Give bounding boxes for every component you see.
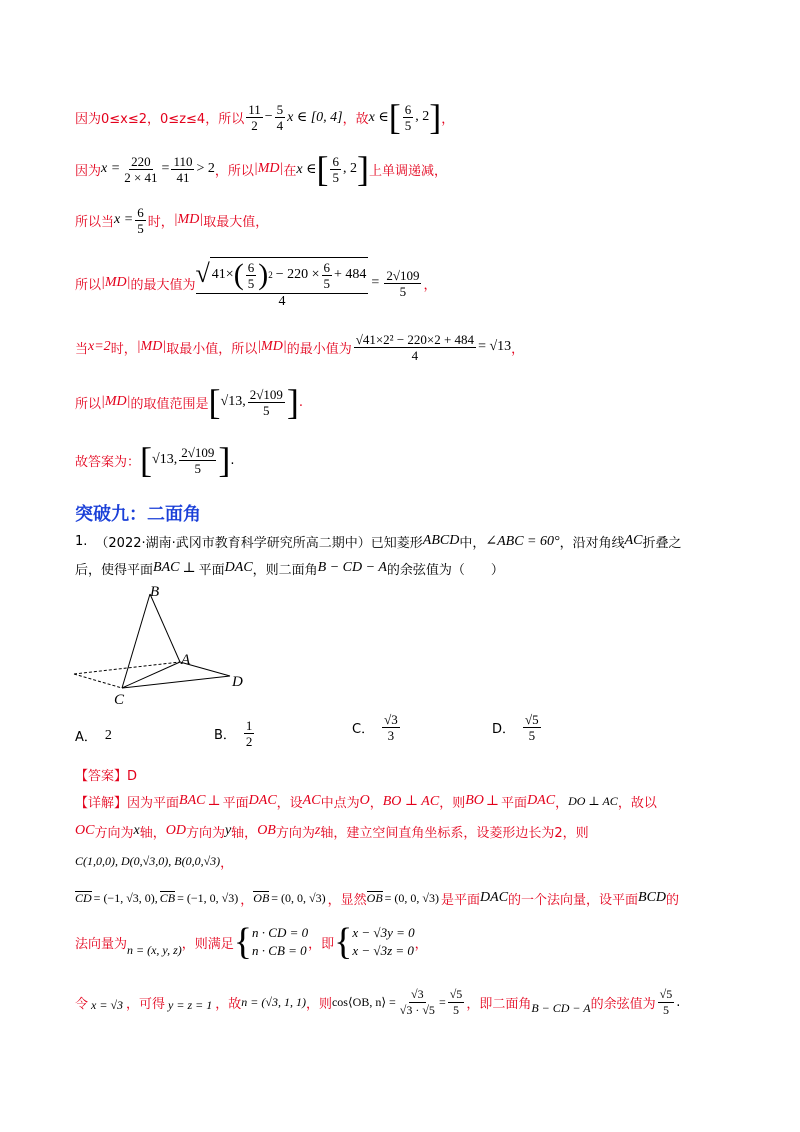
fraction: $\frac{6}{5}$: [137, 204, 144, 236]
detail-line-6: 令 x = √3 ，可得 y = z = 1 ，故 n = (√3, 1, 1) ，则 cos⟨OB, n⟩ = $\frac{√3}{√3 \cdot √5}$ = $\frac{√5}{5}$ ，即二面角 B − CD − A 的余弦值为 $\frac{√5}{5}$ .: [75, 986, 681, 1017]
detail-line-4: CD = (−1, √3, 0), CB = (−1, 0, √3) ， OB = (0, 0, √3) ，显然 OB = (0, 0, √3) 是平面 DAC 的一个法向量，设平面 BCD 的: [75, 890, 680, 908]
edge-ca: [122, 662, 180, 688]
answer-line: 【答案】D: [75, 768, 138, 784]
section-title: 突破九：二面角: [75, 504, 201, 525]
label-a: A: [181, 652, 191, 668]
folded-rhombus-figure: [70, 582, 270, 712]
fraction: $\frac{6}{5}$: [404, 101, 412, 133]
detail-line-1: 【详解】因为平面 BAC ⊥ 平面 DAC ，设 AC 中点为 O ， BO ⊥ AC ，则 BO ⊥ 平面 DAC ， DO ⊥ AC ，故以: [75, 793, 657, 811]
fraction: $\frac{\text{√41×2² − 220×2 + 484}}{4}$: [355, 331, 475, 363]
fraction: $\frac{11}{2}$: [248, 101, 261, 133]
label-d: D: [232, 674, 243, 690]
edge-bc: [122, 594, 150, 688]
fraction: $\frac{√5}{5}$: [449, 986, 463, 1017]
problem-line-2: 后，使得平面 BAC ⊥ 平面 DAC ，则二面角 B − CD − A 的余弦值为（ ）: [75, 560, 504, 578]
solution-line-4: 所以 |MD| 的最大值为 √ 41× ( $\frac{6}{5}$ ) 2 − 220 × $\frac{6}{5}$ + 484 4 = $\frac{2√109}{5}$ ，: [75, 258, 437, 309]
fraction: $\frac{√3}{3}$: [384, 712, 398, 743]
edge-hidden-2: [74, 674, 122, 688]
fraction: $\frac{√3}{√3 \cdot √5}$: [399, 986, 435, 1017]
detail-line-2: OC 方向为 x 轴， OD 方向为 y 轴， OB 方向为 z 轴，建立空间直角坐标系，设菱形边长为2，则: [75, 823, 589, 841]
fraction: $\frac{2√109}{5}$: [386, 267, 420, 299]
solution-line-5: 当 x=2 时， |MD| 取最小值，所以 |MD| 的最小值为 $\frac{\text{√41×2² − 220×2 + 484}}{4}$ = √13 ，: [75, 331, 525, 363]
detail-line-5: 法向量为 n = (x, y, z) ，则满足 { n · CD = 0 n · CB = 0 ，即 { x − √3y = 0 x − √3z = 0 ，: [75, 921, 428, 963]
fraction: $\frac{5}{4}$: [276, 101, 284, 133]
fraction: $\frac{2√109}{5}$: [249, 386, 283, 418]
fraction: $\frac{√5}{5}$: [525, 712, 539, 743]
fraction: $\frac{6}{5}$: [323, 259, 330, 291]
solution-line-1: 因为 0≤x≤2，0≤z≤4 ，所以 $\frac{11}{2}$ − $\frac{5}{4}$ x ∈ [0, 4] ，故 x ∈ [ $\frac{6}{5}$ , 2 ] ，: [75, 97, 455, 137]
fraction: $\frac{1}{2}$: [245, 718, 253, 749]
solution-line-2: 因为 x = $\frac{220}{2 \times 41}$ = $\frac{110}{41}$ > 2 ，所以 |MD| 在 x ∈ [ $\frac{6}{5}$ , 2 ] 上单调递减，: [75, 149, 447, 189]
edge-cd: [122, 676, 230, 688]
solution-line-6: 所以 |MD| 的取值范围是 [ √13, $\frac{2√109}{5}$ ] .: [75, 382, 303, 422]
edge-ba: [150, 594, 180, 662]
option-d[interactable]: D． $\frac{√5}{5}$: [492, 712, 539, 743]
option-b[interactable]: B． $\frac{1}{2}$: [214, 718, 253, 749]
fraction: $\frac{6}{5}$: [247, 259, 255, 291]
solution-line-7: 故答案为： [ √13, $\frac{2√109}{5}$ ] .: [75, 440, 235, 480]
equation-system-2: { x − √3y = 0 x − √3z = 0: [334, 921, 415, 963]
solution-line-3: 所以当 x = $\frac{6}{5}$ 时， |MD| 取最大值，: [75, 204, 269, 236]
detail-line-3: C(1,0,0), D(0,√3,0), B(0,0,√3) ，: [75, 853, 234, 871]
fraction: $\frac{√5}{5}$: [659, 986, 673, 1017]
option-a[interactable]: A． 2: [75, 727, 112, 745]
option-c[interactable]: C． $\frac{√3}{3}$: [352, 712, 398, 743]
max-expression: √ 41× ( $\frac{6}{5}$ ) 2 − 220 × $\frac{6}{5}$ + 484 4: [195, 258, 367, 309]
equation-system-1: { n · CD = 0 n · CB = 0: [233, 921, 309, 963]
fraction: $\frac{6}{5}$: [332, 153, 339, 185]
label-c: C: [114, 692, 125, 708]
problem-line-1: 1. （2022·湖南·武冈市教育科学研究所高二期中） 已知菱形 ABCD 中， ∠ABC = 60° ，沿对角线 AC 折叠之: [75, 533, 682, 551]
fraction: $\frac{220}{2 \times 41}$: [124, 153, 158, 185]
fraction: $\frac{110}{41}$: [173, 153, 193, 185]
label-b: B: [150, 584, 160, 600]
fraction: $\frac{2√109}{5}$: [181, 444, 215, 476]
